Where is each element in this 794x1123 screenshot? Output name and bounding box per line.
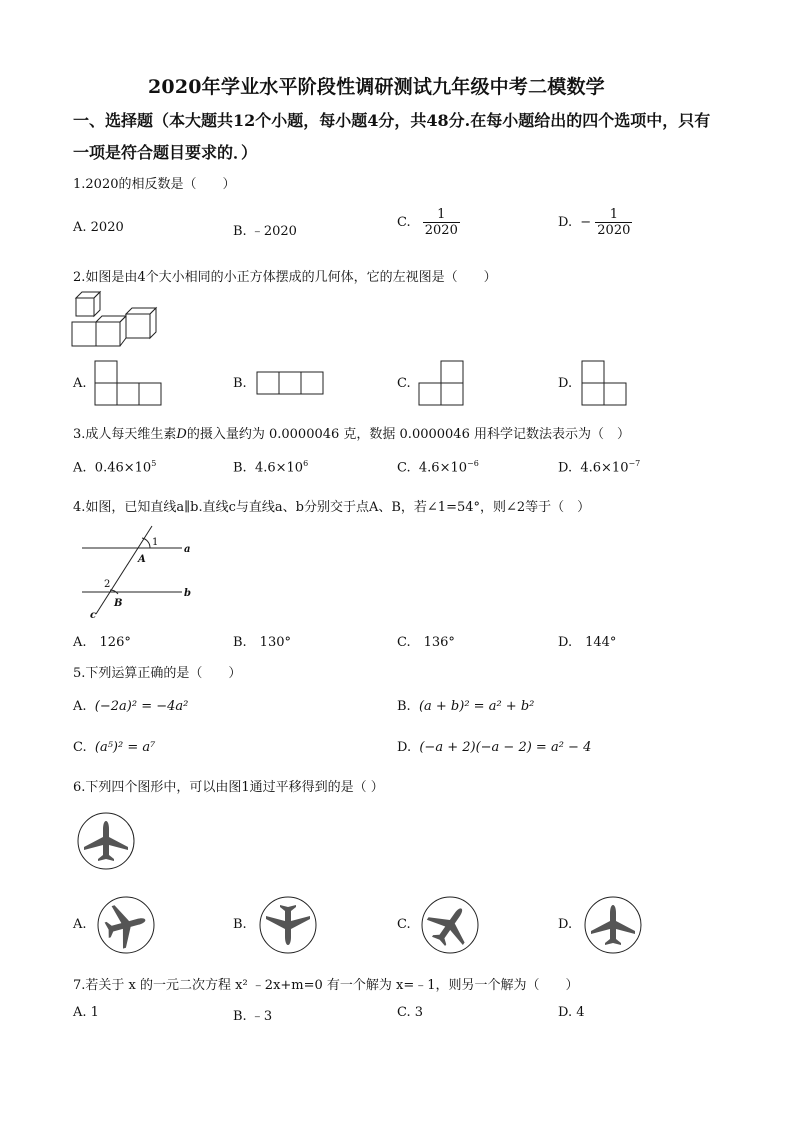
minus-sign: − xyxy=(580,215,592,230)
q2-option-c: C. xyxy=(397,376,411,391)
fraction-numerator: 1 xyxy=(437,207,446,222)
option-exponent: 5 xyxy=(151,459,157,468)
option-exponent: 6 xyxy=(303,459,309,468)
q4-option-d: D. 144° xyxy=(558,635,617,650)
q6-option-c-airplane-icon xyxy=(420,895,480,955)
option-base: 4.6×10 xyxy=(580,460,629,476)
question-2-stem: 2.如图是由4个大小相同的小正方体摆成的几何体，它的左视图是（ ） xyxy=(73,270,497,285)
question-3-stem xyxy=(73,423,630,442)
q1-option-b: B. ﹣2020 xyxy=(233,224,297,239)
option-label: A. xyxy=(73,460,87,476)
q6-option-a-airplane-icon xyxy=(96,895,156,955)
option-label: B. xyxy=(233,460,247,476)
q6-option-b: B. xyxy=(233,917,247,932)
q5-option-a xyxy=(73,699,188,714)
section-heading-line1: 一、选择题（本大题共12个小题，每小题4分，共48分.在每小题给出的四个选项中，只有 xyxy=(73,111,711,130)
q7-option-c: C. 3 xyxy=(397,1005,424,1020)
q5-option-d xyxy=(397,740,591,755)
q6-option-a: A. xyxy=(73,917,87,932)
option-label: D. xyxy=(558,460,573,476)
q1-option-d-label: D. xyxy=(558,215,573,230)
question-1-stem: 1.2020的相反数是（ ） xyxy=(73,177,236,192)
q3-option-d xyxy=(558,459,640,475)
option-expression: (−2a)² = −4a² xyxy=(94,699,189,714)
q2-option-d: D. xyxy=(558,376,573,391)
q3-stem-var: D xyxy=(176,427,187,442)
q7-option-a: A. 1 xyxy=(73,1005,99,1020)
q2-option-d-figure xyxy=(581,360,627,406)
option-label: D. xyxy=(397,740,412,755)
q1-option-d xyxy=(558,207,632,238)
question-4-stem: 4.如图，已知直线a∥b.直线c与直线a、b分别交于点A、B，若∠1=54°，则∠2等于（ ） xyxy=(73,500,591,515)
q4-parallel-lines-figure xyxy=(78,524,198,620)
option-base: 4.6×10 xyxy=(418,460,467,476)
q2-option-b: B. xyxy=(233,376,247,391)
option-label: C. xyxy=(397,460,411,476)
q3-stem-pre: 3.成人每天维生素 xyxy=(73,427,177,442)
label-line-b: b xyxy=(184,588,191,599)
line-c xyxy=(96,526,152,614)
label-line-a: a xyxy=(184,544,191,555)
fraction-denominator: 2020 xyxy=(597,223,631,238)
label-angle-1: 1 xyxy=(152,537,159,548)
label-angle-2: 2 xyxy=(104,579,111,590)
q2-cube-figure xyxy=(70,292,162,348)
q6-option-d: D. xyxy=(558,917,573,932)
q3-stem-post: 的摄入量约为 0.0000046 克，数据 0.0000046 用科学记数法表示为（ ） xyxy=(186,427,630,442)
label-point-b: B xyxy=(114,598,123,609)
q3-option-c xyxy=(397,459,479,475)
option-expression: (a + b)² = a² + b² xyxy=(418,699,535,714)
q2-option-a-figure xyxy=(94,360,162,406)
q1-option-c-fraction xyxy=(423,207,460,238)
q5-option-c xyxy=(73,740,155,755)
q2-option-b-figure xyxy=(256,371,324,395)
question-7-stem: 7.若关于 x 的一元二次方程 x² ﹣2x+m=0 有一个解为 x=﹣1，则另一个解为（ ） xyxy=(73,978,579,993)
q1-option-a: A. 2020 xyxy=(73,220,124,235)
q3-option-a xyxy=(73,459,156,475)
option-exponent: −7 xyxy=(628,459,641,468)
section-heading-line2: 一项是符合题目要求的．） xyxy=(73,143,258,162)
q4-option-c: C. 136° xyxy=(397,635,455,650)
option-expression: (−a + 2)(−a − 2) = a² − 4 xyxy=(419,740,592,755)
option-label: C. xyxy=(73,740,87,755)
question-5-stem: 5.下列运算正确的是（ ） xyxy=(73,666,242,681)
q6-figure-1-airplane-icon xyxy=(76,811,136,871)
q6-option-b-airplane-icon xyxy=(258,895,318,955)
option-expression: (a⁵)² = a⁷ xyxy=(94,740,156,755)
q2-option-a: A. xyxy=(73,376,87,391)
question-6-stem: 6.下列四个图形中，可以由图1通过平移得到的是（ ） xyxy=(73,780,384,795)
q6-option-d-airplane-icon xyxy=(583,895,643,955)
option-exponent: −6 xyxy=(467,459,479,468)
option-base: 4.6×10 xyxy=(254,460,304,476)
q3-option-b xyxy=(233,459,308,475)
label-line-c: c xyxy=(90,610,97,621)
q4-option-a: A. 126° xyxy=(73,635,131,650)
q1-option-c xyxy=(397,207,460,238)
q1-option-c-label: C. xyxy=(397,215,411,230)
fraction-denominator: 2020 xyxy=(424,223,458,238)
option-label: B. xyxy=(397,699,411,714)
option-label: A. xyxy=(73,699,87,714)
page-title: 2020年学业水平阶段性调研测试九年级中考二模数学 xyxy=(148,76,605,98)
q7-option-b: B. ﹣3 xyxy=(233,1009,273,1024)
option-base: 0.46×10 xyxy=(94,460,152,476)
q2-option-c-figure xyxy=(418,360,464,406)
q4-option-b: B. 130° xyxy=(233,635,291,650)
q5-option-b xyxy=(397,699,534,714)
q6-option-c: C. xyxy=(397,917,411,932)
q7-option-d: D. 4 xyxy=(558,1005,585,1020)
q1-option-d-fraction xyxy=(595,207,632,238)
fraction-numerator: 1 xyxy=(609,207,618,222)
label-point-a: A xyxy=(138,554,146,565)
